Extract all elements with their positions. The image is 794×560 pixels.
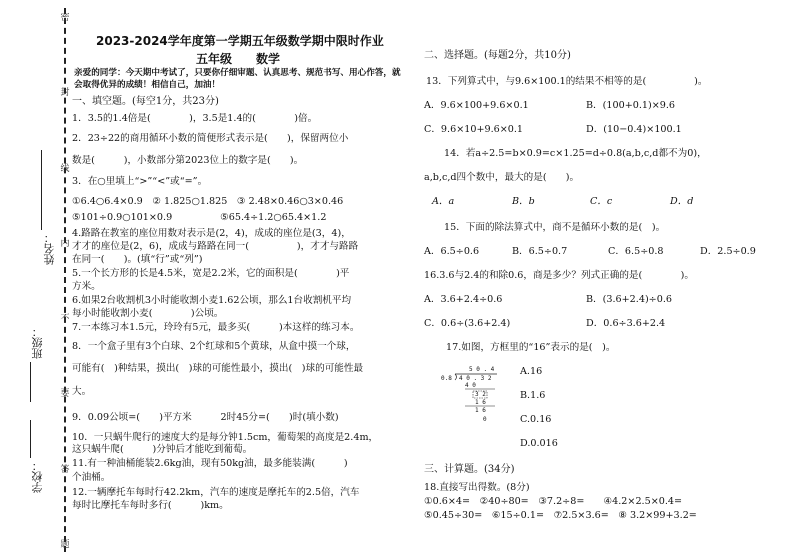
long-division-lines — [439, 364, 503, 424]
page-subtitle: 五年级 数学 — [196, 52, 281, 66]
fold-char: 内 — [60, 238, 70, 249]
question-8-line-1: 8．一个盒子里有3个白球、2个红球和5个黄球，从盒中摸一个球， — [72, 341, 356, 352]
q13-option-d: D．(10−0.4)×100.1 — [586, 124, 682, 135]
q13-option-a: A．9.6×100+9.6×0.1 — [424, 100, 529, 111]
question-17: 17.如图，方框里的“16”表示的是( )。 — [446, 342, 616, 353]
question-12-line-1: 12.一辆摩托车每时行42.2km，汽车的速度是摩托车的2.5倍，汽车 — [72, 487, 360, 498]
section-fill-blank: 一、填空题。(每空1分，共23分) — [72, 96, 219, 107]
longdiv-row-5: 0 — [483, 416, 487, 423]
question-13: 13．下列算式中，与9.6×100.1的结果不相等的是( )。 — [426, 76, 708, 87]
question-4-line-1: 4.路路在教室的座位用数对表示是(2，4)，成成的座位是(3，4)， — [72, 228, 351, 239]
question-1: 1．3.5的1.4倍是( )，3.5是1.4的( )倍。 — [72, 113, 318, 124]
longdiv-row-1: 4 0 — [465, 382, 476, 389]
q15-option-d: D．2.5÷0.9 — [700, 246, 756, 257]
section-choice: 二、选择题。(每题2分，共10分) — [424, 50, 571, 61]
page-title: 2023-2024学年度第一学期五年级数学期中限时作业 — [96, 34, 384, 48]
class-label: 班级： — [31, 326, 44, 359]
q17-option-a: A.16 — [520, 366, 543, 377]
longdiv-row-4: 1 6 — [475, 407, 486, 414]
name-label: 姓名： — [43, 232, 56, 265]
q14-option-d: D．d — [670, 196, 694, 207]
school-line — [30, 420, 31, 458]
fold-char: 密 — [60, 13, 70, 23]
longdiv-dividend: 4 0 . 3 2 — [459, 375, 492, 382]
q14-option-c: C．c — [590, 196, 613, 207]
fold-char: 不 — [60, 314, 70, 325]
long-division-figure — [439, 364, 503, 424]
q16-option-a: A．3.6+2.4÷0.6 — [424, 294, 503, 305]
q17-option-c: C.0.16 — [520, 414, 552, 425]
q13-option-b: B．(100+0.1)×9.6 — [586, 100, 676, 111]
fold-char: 要 — [60, 389, 70, 400]
fold-char: 答 — [60, 464, 70, 475]
question-10-line-2: 这只蜗牛爬( )分钟后才能吃到葡萄。 — [72, 444, 253, 455]
question-15: 15．下面的除法算式中，商不是循环小数的是( )。 — [444, 222, 666, 233]
question-8-line-3: 大。 — [72, 386, 92, 397]
q16-option-c: C．0.6÷(3.6+2.4) — [424, 318, 511, 329]
question-12-line-2: 每时比摩托车每时多行( )km。 — [72, 500, 229, 511]
question-14-line-2: a,b,c,d四个数中，最大的是( )。 — [424, 172, 580, 183]
question-5-line-2: 方米。 — [72, 281, 101, 292]
question-4-line-2: 才才的座位是(2，6)，成成与路路在同一( )，才才与路路 — [72, 241, 359, 252]
class-line — [30, 362, 31, 402]
question-6-line-1: 6.如果2台收割机3小时能收割小麦1.62公顷，那么1台收割机平均 — [72, 295, 352, 306]
question-7: 7.一本练习本1.5元，玲玲有5元，最多买( )本这样的练习本。 — [72, 322, 360, 333]
q15-option-a: A．6.5÷0.6 — [424, 246, 480, 257]
longdiv-quotient: 5 0 . 4 — [469, 366, 495, 373]
q15-option-c: C．6.5÷0.8 — [608, 246, 664, 257]
question-14-line-1: 14．若a÷2.5=b×0.9=c×1.25=d÷0.8(a,b,c,d都不为0)， — [444, 148, 707, 159]
calc-row-2: ⑤0.45÷30= ⑥15÷0.1= ⑦2.5×3.6= ⑧ 3.2×99+3.2= — [424, 510, 697, 521]
section-calc: 三、计算题。(34分) — [424, 464, 515, 475]
name-line — [41, 150, 42, 230]
binding-margin — [0, 0, 66, 560]
question-2-line-2: 数是( )，小数部分第2023位上的数字是( )。 — [72, 155, 304, 166]
q14-option-b: B．b — [512, 196, 535, 207]
calc-row-1: ①0.6×4= ②40÷80= ③7.2÷8= ④4.2×2.5×0.4= — [424, 496, 683, 507]
q16-option-b: B．(3.6+2.4)÷0.6 — [586, 294, 672, 305]
question-3-row-2: ⑤101÷0.9○101×0.9 ⑤65.4÷1.2○65.4×1.2 — [72, 212, 327, 223]
question-16: 16.3.6与2.4的和除0.6，商是多少？列式正确的是( )。 — [424, 270, 694, 281]
greeting-line-1: 亲爱的同学：今天期中考试了，只要你仔细审题、认真思考、规范书写、用心作答，就 — [74, 68, 401, 78]
question-9: 9．0.09公顷=( )平方米 2时45分=( )时(填小数) — [72, 412, 339, 423]
longdiv-divisor: 0.8 — [441, 375, 452, 382]
question-11-line-1: 11.有一种油桶能装2.6kg油，现有50kg油，最多能装满( ) — [72, 458, 348, 469]
question-11-line-2: 个油桶。 — [72, 472, 111, 483]
q15-option-b: B．6.5÷0.7 — [512, 246, 568, 257]
q17-option-d: D.0.016 — [520, 438, 558, 449]
q14-option-a: A．a — [432, 196, 455, 207]
question-18: 18.直接写出得数。(8分) — [424, 482, 530, 493]
question-8-line-2: 可能有( )种结果，摸出( )球的可能性最小，摸出( )球的可能性最 — [72, 363, 364, 374]
longdiv-row-2: 3 2 — [475, 391, 486, 398]
fold-char: 题 — [60, 539, 70, 550]
greeting-line-2: 会取得优异的成绩！相信自己，加油！ — [74, 80, 221, 90]
longdiv-row-3: 1 6 — [475, 399, 486, 406]
q17-option-b: B.1.6 — [520, 390, 546, 401]
question-3: 3．在○里填上“>”“<”或“=”。 — [72, 176, 208, 187]
fold-chars — [58, 10, 72, 550]
school-label: 学校： — [31, 460, 44, 493]
question-3-row-1: ①6.4○6.4×0.9 ② 1.825○1.825 ③ 2.48×0.46○3×0.46 — [72, 196, 344, 207]
question-2-line-1: 2．23÷22的商用循环小数的简便形式表示是( )，保留两位小 — [72, 133, 349, 144]
fold-char: 封 — [60, 88, 70, 99]
question-6-line-2: 每小时能收割小麦( )公顷。 — [72, 308, 224, 319]
q16-option-d: D．0.6÷3.6+2.4 — [586, 318, 666, 329]
question-10-line-1: 10．一只蜗牛爬行的速度大约是每分钟1.5cm，葡萄架的高度是2.4m， — [72, 432, 379, 443]
q13-option-c: C．9.6×10+9.6×0.1 — [424, 124, 524, 135]
question-5-line-1: 5.一个长方形的长是4.5米，宽是2.2米，它的面积是( )平 — [72, 268, 350, 279]
fold-char: 线 — [60, 163, 70, 174]
question-4-line-3: 在同一( )。(填“行”或“列”) — [72, 254, 203, 265]
